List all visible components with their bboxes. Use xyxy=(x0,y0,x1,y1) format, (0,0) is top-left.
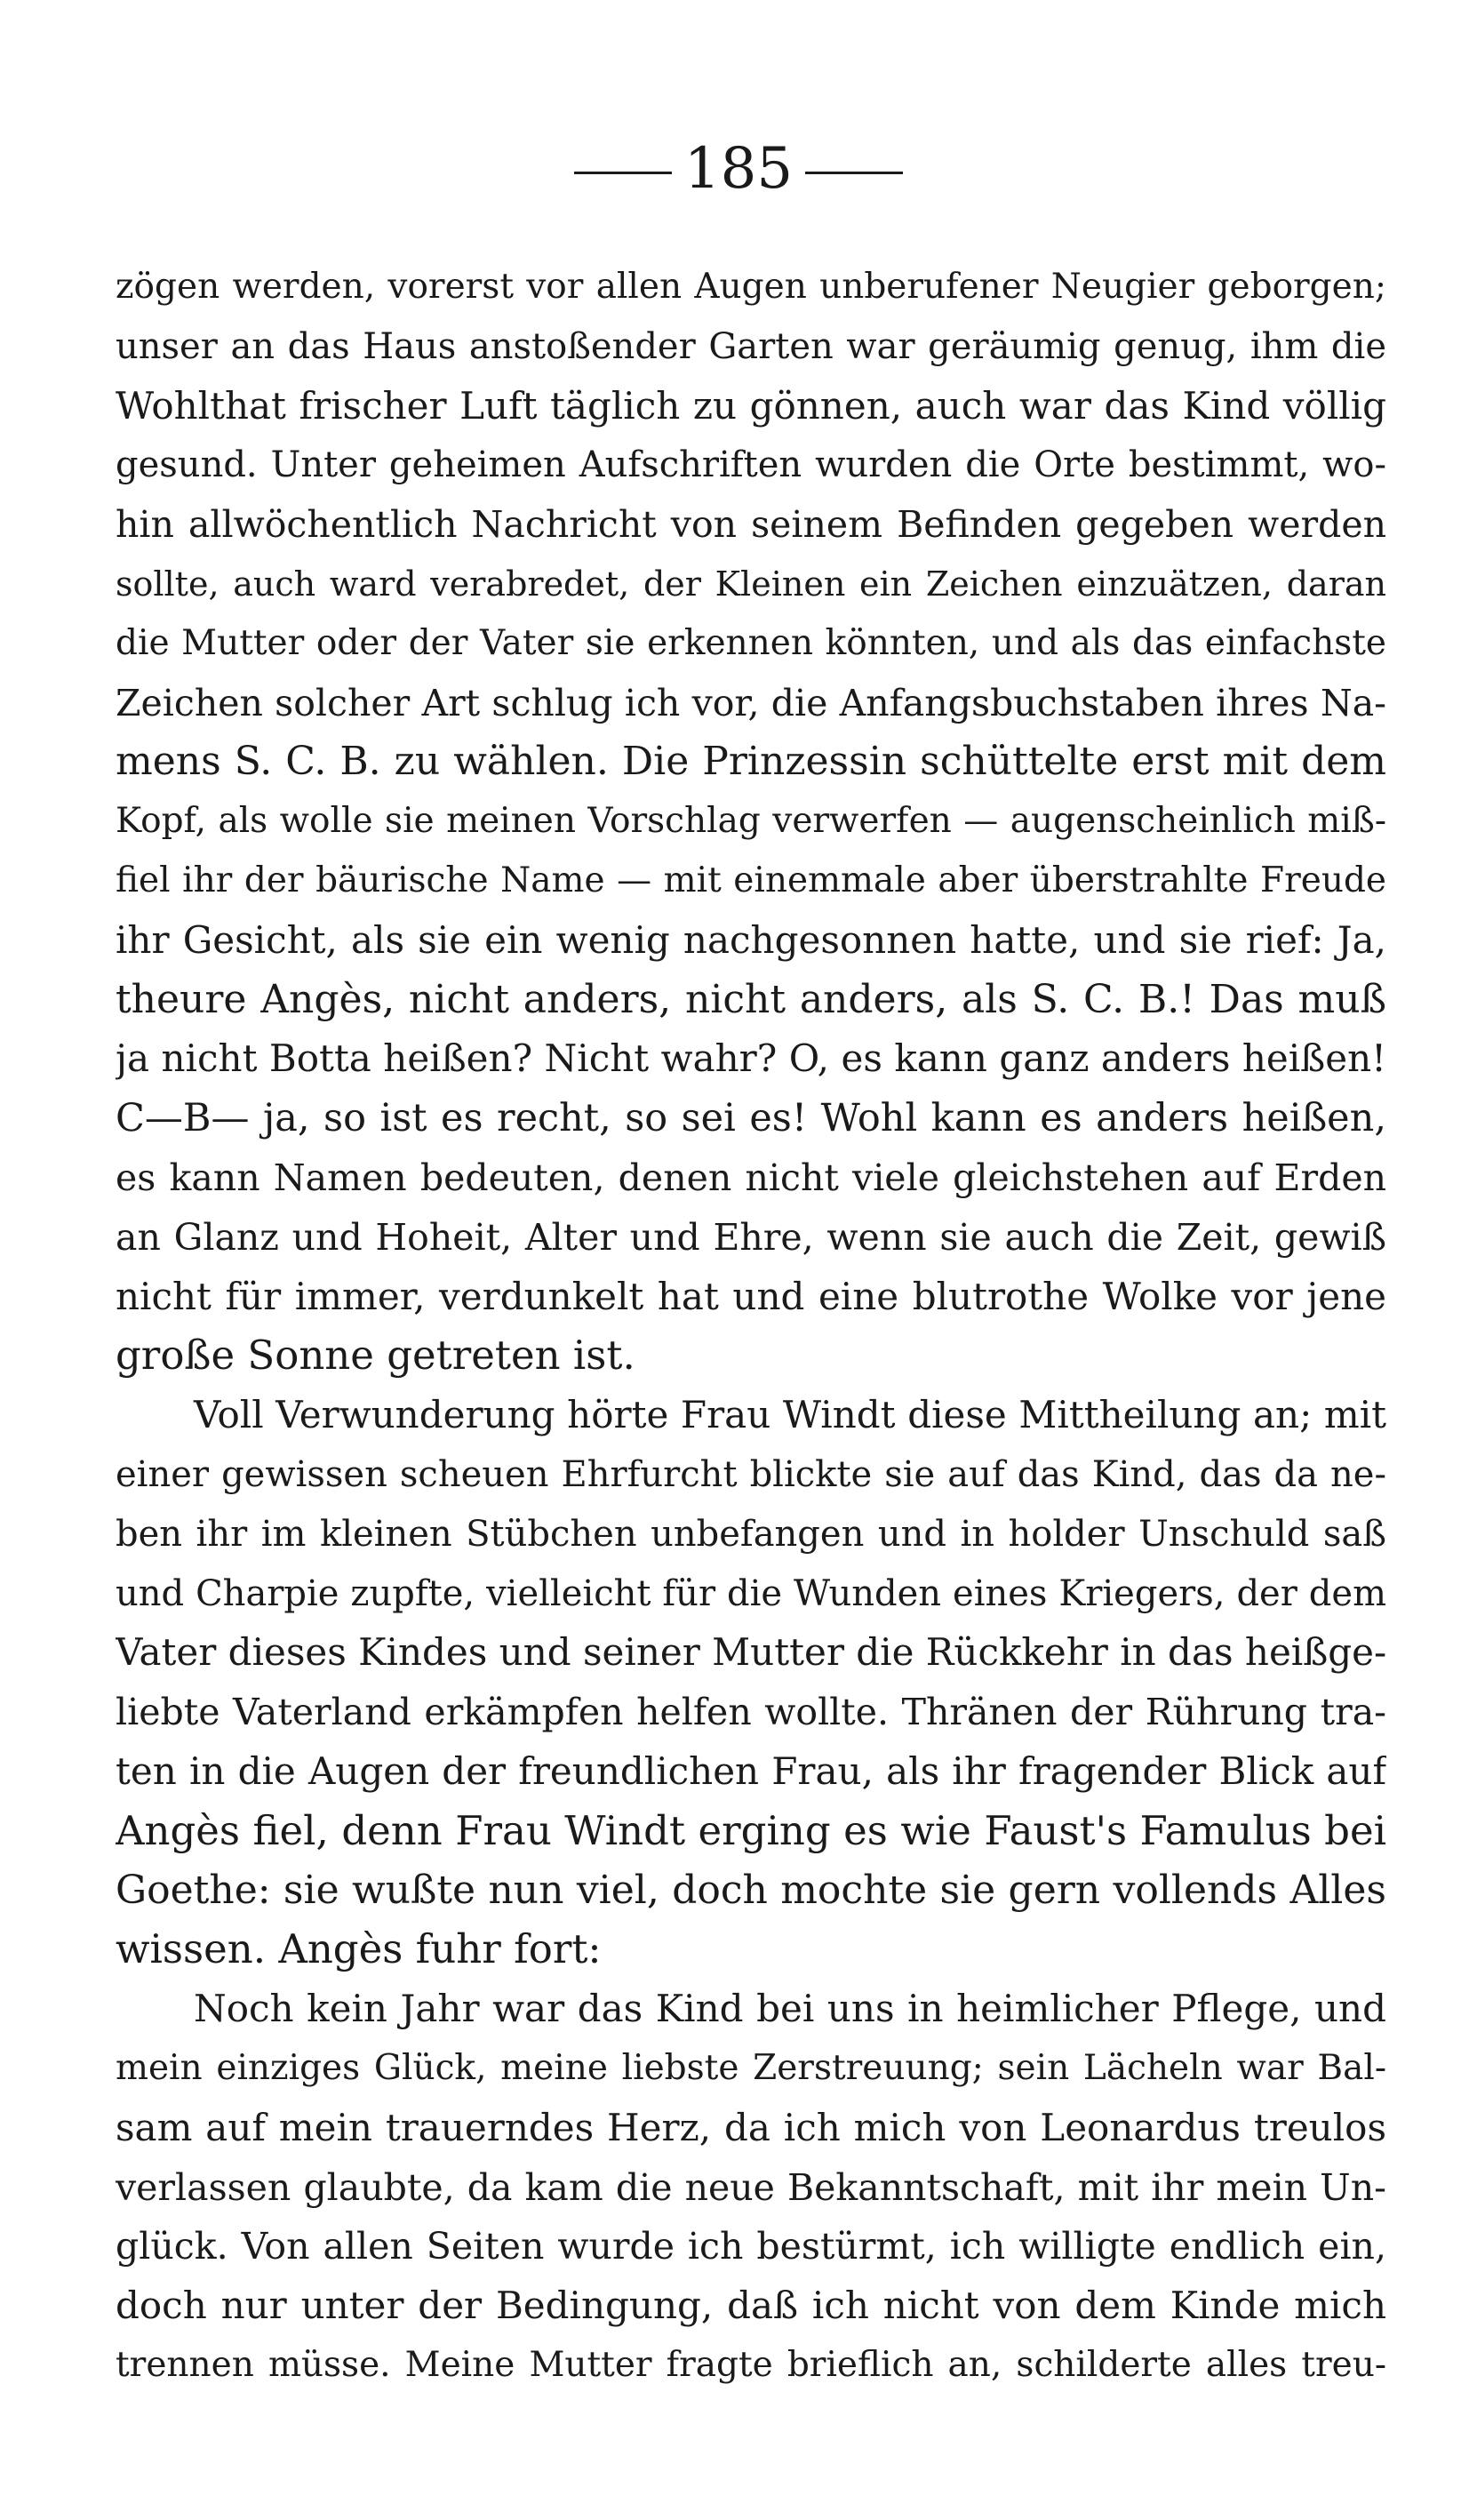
text-line: nicht für immer, verdunkelt hat und eine blutrothe Wolke vor jene xyxy=(116,1274,1386,1318)
header-rule-left xyxy=(574,172,672,174)
text-line: C—B— ja, so ist es recht, so sei es! Wohl kann es anders heißen, xyxy=(116,1096,1386,1141)
text-line: ja nicht Botta heißen? Nicht wahr? O, es kann ganz anders heißen! xyxy=(116,1036,1386,1081)
text-line: sollte, auch ward verabredet, der Kleinen ein Zeichen einzuätzen, daran xyxy=(116,564,1386,604)
text-line: Voll Verwunderung hörte Frau Windt diese Mittheilung an; mit xyxy=(194,1393,1386,1437)
text-line: ihr Gesicht, als sie ein wenig nachgesonnen hatte, und sie rief: Ja, xyxy=(116,917,1386,962)
page-number: 185 xyxy=(683,136,794,202)
text-line: einer gewissen scheuen Ehrfurcht blickte sie auf das Kind, das da ne- xyxy=(116,1453,1386,1495)
text-line: wissen. Angès fuhr fort: xyxy=(116,1925,602,1973)
text-line: Wohlthat frischer Luft täglich zu gönnen, auch war das Kind völlig xyxy=(116,383,1386,428)
text-line: mein einziges Glück, meine liebste Zerstreuung; sein Lächeln war Bal- xyxy=(116,2047,1386,2088)
text-line: unser an das Haus anstoßender Garten war geräumig genug, ihm die xyxy=(116,325,1386,367)
text-line: zögen werden, vorerst vor allen Augen unberufener Neugier geborgen; xyxy=(116,267,1386,307)
text-line: ten in die Augen der freundlichen Frau, als ihr fragender Blick auf xyxy=(116,1748,1386,1793)
text-line: theure Angès, nicht anders, nicht anders, als S. C. B.! Das muß xyxy=(116,976,1386,1022)
text-line: Angès fiel, denn Frau Windt erging es wie Faust's Famulus bei xyxy=(116,1806,1386,1854)
text-line: es kann Namen bedeuten, denen nicht viele gleichstehen auf Erden xyxy=(116,1156,1386,1199)
text-line: große Sonne getreten ist. xyxy=(116,1332,635,1380)
body-text xyxy=(116,258,1386,2396)
text-line: an Glanz und Hoheit, Alter und Ehre, wenn sie auch die Zeit, gewiß xyxy=(116,1215,1386,1259)
text-line: Vater dieses Kindes und seiner Mutter die Rückkehr in das heißge- xyxy=(116,1630,1386,1675)
text-line: verlassen glaubte, da kam die neue Bekanntschaft, mit ihr mein Un- xyxy=(116,2165,1386,2209)
text-line: sam auf mein trauerndes Herz, da ich mich von Leonardus treulos xyxy=(116,2105,1386,2149)
header-rule-right xyxy=(805,172,903,174)
text-line: gesund. Unter geheimen Aufschriften wurden die Orte bestimmt, wo- xyxy=(116,444,1386,486)
text-line: Goethe: sie wußte nun viel, doch mochte sie gern vollends Alles xyxy=(116,1867,1386,1913)
text-line: hin allwöchentlich Nachricht von seinem Befinden gegeben werden xyxy=(116,503,1386,547)
text-line: trennen müsse. Meine Mutter fragte brieflich an, schilderte alles treu- xyxy=(116,2344,1386,2385)
text-line: und Charpie zupfte, vielleicht für die Wunden eines Kriegers, der dem xyxy=(116,1572,1386,1614)
text-line: glück. Von allen Seiten wurde ich bestürmt, ich willigte endlich ein, xyxy=(116,2225,1386,2268)
text-line: Zeichen solcher Art schlug ich vor, die Anfangsbuchstaben ihres Na- xyxy=(116,681,1386,724)
text-line: die Mutter oder der Vater sie erkennen könnten, und als das einfachste xyxy=(116,622,1386,663)
text-line: mens S. C. B. zu wählen. Die Prinzessin schüttelte erst mit dem xyxy=(116,739,1386,785)
text-line: fiel ihr der bäurische Name — mit einemmale aber überstrahlte Freude xyxy=(116,860,1386,900)
text-line: liebte Vaterland erkämpfen helfen wollte. Thränen der Rührung tra- xyxy=(116,1691,1386,1734)
text-line: Noch kein Jahr war das Kind bei uns in heimlicher Pflege, und xyxy=(194,1987,1386,2031)
text-line: doch nur unter der Bedingung, daß ich nicht von dem Kinde mich xyxy=(116,2284,1386,2328)
text-line: ben ihr im kleinen Stübchen unbefangen und in holder Unschuld saß xyxy=(116,1513,1386,1555)
page-header xyxy=(0,133,1477,204)
text-line: Kopf, als wolle sie meinen Vorschlag verwerfen — augenscheinlich miß- xyxy=(116,801,1386,842)
